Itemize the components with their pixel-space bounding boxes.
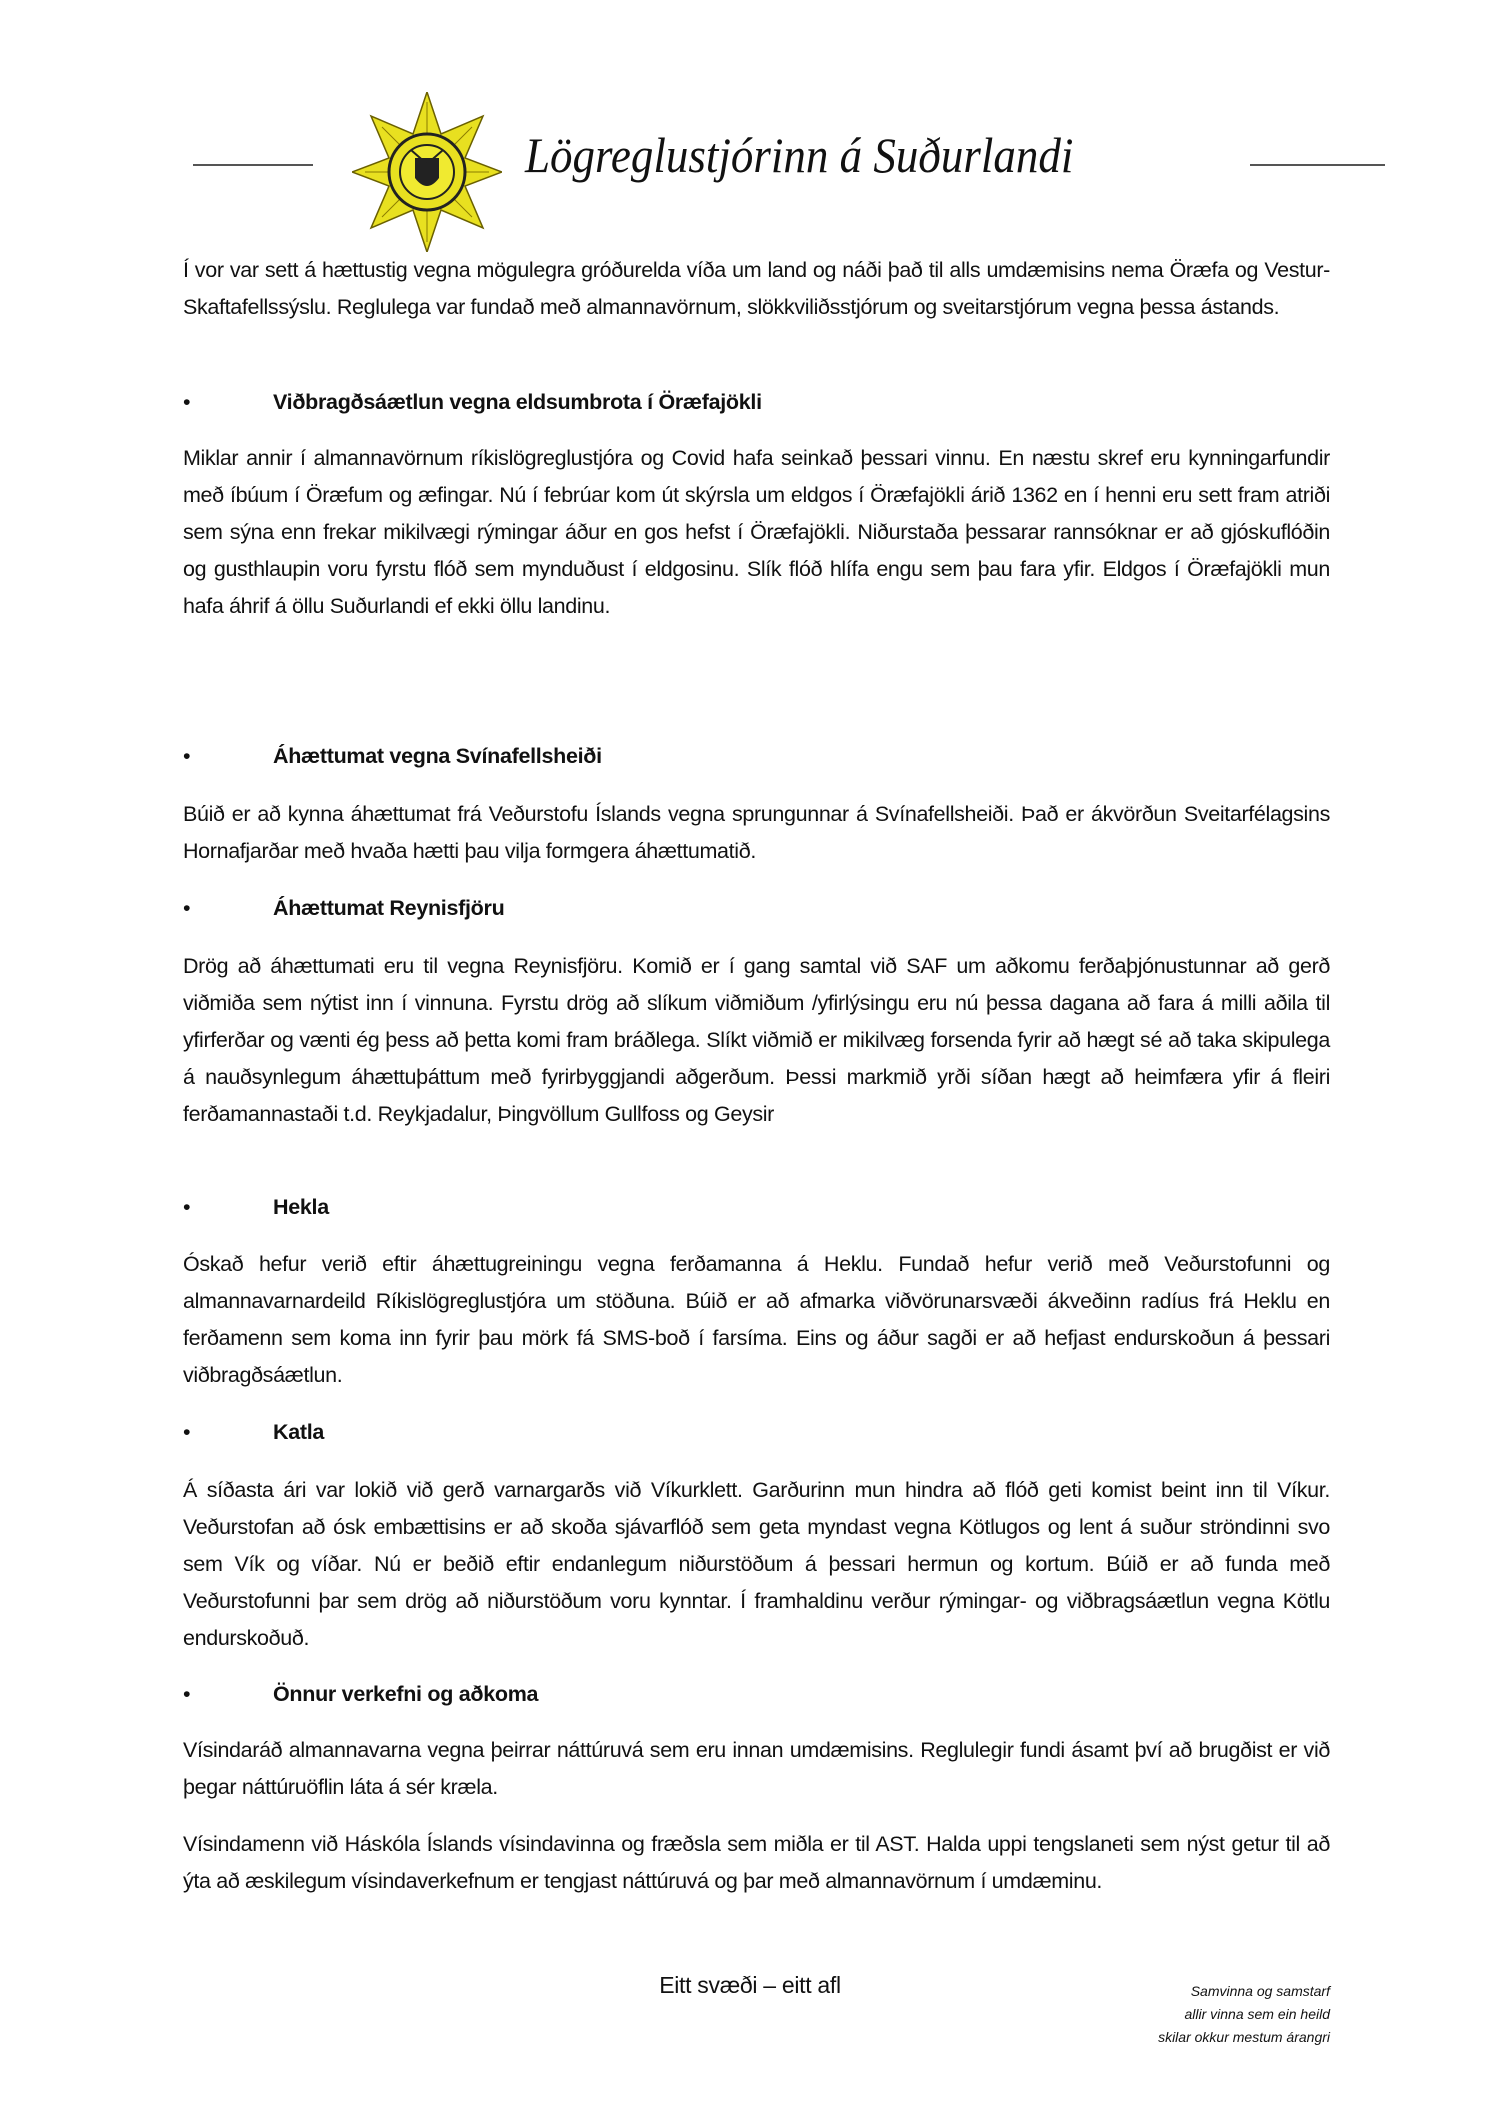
- police-emblem-logo: [352, 92, 502, 252]
- header-rule-left: [193, 164, 313, 166]
- section-heading-hekla: [183, 1189, 329, 1226]
- bullet: •: [183, 896, 191, 920]
- section-heading-reynisfjara: [183, 890, 504, 927]
- footer-motto: Eitt svæði – eitt afl: [659, 1972, 841, 1998]
- paragraph-reynisfjara: Drög að áhættumati eru til vegna Reynisfjöru. Komið er í gang samtal við SAF um aðkomu ferðaþjónustunnar að gerð viðmiða sem nýtist inn í vinnuna. Fyrstu drög að slíkum viðmiðum /yfirlýsingu eru nú þessa dagana að fara á milli aðila til yfirferðar og vænti ég þess að þetta komi fram bráðlega. Slíkt viðmið er mikilvæg forsenda fyrir að hægt sé að taka skipulega á nauðsynlegum áhættuþáttum með fyrirbyggjandi aðgerðum. Þessi markmið yrði síðan hægt að heimfæra yfir á fleiri ferðamannastaði t.d. Reykjadalur, Þingvöllum Gullfoss og Geysir: [183, 954, 1330, 1126]
- paragraph-oraefajokull: Miklar annir í almannavörnum ríkislögreglustjóra og Covid hafa seinkað þessari vinnu. En næstu skref eru kynningarfundir með íbúum í Öræfum og æfingar. Nú í febrúar kom út skýrsla um eldgos í Öræfajökli árið 1362 en í henni eru sett fram atriði sem sýna enn frekar mikilvægi rýmingar áður en gos hefst í Öræfajökli. Niðurstaða þessarar rannsóknar er að gjóskuflóðin og gusthlaupin voru fyrstu flóð sem mynduðust í eldgosinu. Slík flóð hlífa engu sem þau fara yfir. Eldgos í Öræfajökli mun hafa áhrif á öllu Suðurlandi ef ekki öllu landinu.: [183, 446, 1330, 618]
- footer-slogan-line: Samvinna og samstarf: [1190, 1983, 1330, 1999]
- paragraph-svinafellsheidi: Búið er að kynna áhættumat frá Veðurstofu Íslands vegna sprungunnar á Svínafellsheiði. Það er ákvörðun Sveitarfélagsins Hornafjarðar með hvaða hætti þau vilja formgera áhættumatið.: [183, 802, 1330, 863]
- bullet: •: [183, 1195, 191, 1219]
- footer-slogan-line: allir vinna sem ein heild: [1184, 2006, 1330, 2022]
- paragraph-katla: Á síðasta ári var lokið við gerð varnargarðs við Víkurklett. Garðurinn mun hindra að flóð geti komist beint inn til Víkur. Veðurstofan að ósk embættisins er að skoða sjávarflóð sem geta myndast vegna Kötlugos og lent á suður ströndinni svo sem Vík og víðar. Nú er beðið eftir endanlegum niðurstöðum á þessari hermun og kortum. Búið er að funda með Veðurstofunni þar sem drög að niðurstöðum voru kynntar. Í framhaldinu verður rýmingar- og viðbragsáætlun vegna Kötlu endurskoðuð.: [183, 1478, 1330, 1650]
- heading-text: Hekla: [273, 1195, 329, 1219]
- heading-text: Önnur verkefni og aðkoma: [273, 1682, 539, 1706]
- bullet: •: [183, 1682, 191, 1706]
- section-heading-svinafellsheidi: [183, 738, 602, 775]
- section-heading-other-tasks: [183, 1676, 538, 1713]
- section-heading-oraefajokull: [183, 384, 762, 421]
- header-rule-right: [1250, 164, 1385, 166]
- bullet: •: [183, 744, 191, 768]
- bullet: •: [183, 1420, 191, 1444]
- header-title: Lögreglustjórinn á Suðurlandi: [525, 127, 1074, 183]
- bullet: •: [183, 390, 191, 414]
- intro-paragraph: Í vor var sett á hættustig vegna mögulegra gróðurelda víða um land og náði það til alls umdæmisins nema Öræfa og Vestur-Skaftafellssýslu. Reglulega var fundað með almannavörnum, slökkviliðsstjórum og sveitarstjórum vegna þessa ástands.: [183, 258, 1330, 319]
- footer-slogan-line: skilar okkur mestum árangri: [1158, 2029, 1330, 2045]
- section-heading-katla: [183, 1414, 324, 1451]
- paragraph-university-scientists: Vísindamenn við Háskóla Íslands vísindavinna og fræðsla sem miðla er til AST. Halda uppi tengslaneti sem nýst getur til að ýta að æskilegum vísindaverkefnum er tengjast náttúruvá og þar með almannavörnum í umdæminu.: [183, 1832, 1330, 1893]
- heading-text: Katla: [273, 1420, 325, 1444]
- heading-text: Áhættumat vegna Svínafellsheiði: [273, 744, 602, 768]
- footer-slogan: [1158, 1980, 1330, 2049]
- heading-text: Viðbragðsáætlun vegna eldsumbrota í Öræfajökli: [273, 390, 762, 414]
- paragraph-science-council: Vísindaráð almannavarna vegna þeirrar náttúruvá sem eru innan umdæmisins. Reglulegir fundi ásamt því að brugðist er við þegar náttúruöflin láta á sér kræla.: [183, 1738, 1330, 1799]
- heading-text: Áhættumat Reynisfjöru: [273, 896, 505, 920]
- paragraph-hekla: Óskað hefur verið eftir áhættugreiningu vegna ferðamanna á Heklu. Fundað hefur verið með Veðurstofunni og almannavarnardeild Ríkislögreglustjóra um stöðuna. Búið er að afmarka viðvörunarsvæði ákveðinn radíus frá Heklu en ferðamenn sem koma inn fyrir þau mörk fá SMS-boð í farsíma. Eins og áður sagði er að hefjast endurskoðun á þessari viðbragðsáætlun.: [183, 1252, 1330, 1387]
